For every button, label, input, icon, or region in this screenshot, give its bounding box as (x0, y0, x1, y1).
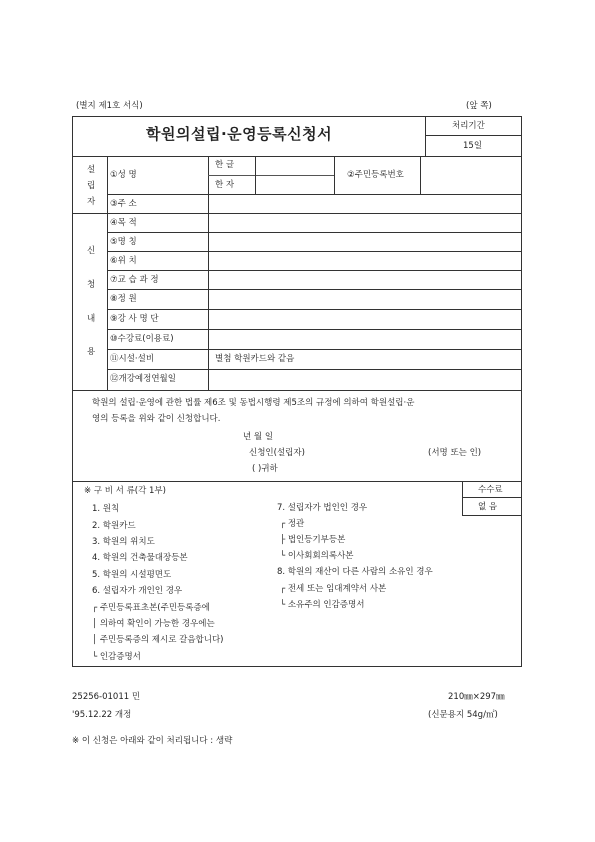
document-subitem: ├ 법인등기부등본 (280, 535, 346, 545)
document-item: 7. 설립자가 법인인 경우 (277, 503, 368, 513)
declaration-line-2: 영의 등록을 위와 같이 신청합니다. (92, 414, 221, 424)
location-label: ⑥위 치 (110, 256, 137, 266)
processing-period-value: 15일 (463, 141, 483, 151)
rrn-field[interactable] (422, 157, 520, 193)
purpose-label: ④목 적 (110, 218, 137, 228)
required-documents-header: ※ 구 비 서 류(각 1부) (84, 486, 166, 496)
addressee-label: ( )귀하 (252, 464, 278, 474)
instructor-list-label: ⑨강 사 명 단 (110, 314, 159, 324)
instructor-list-field[interactable] (210, 311, 520, 328)
application-section-char-2: 청 (87, 280, 96, 290)
founder-section-char-3: 자 (87, 197, 96, 207)
hanja-name-label: 한 자 (215, 180, 235, 190)
academy-name-field[interactable] (210, 234, 520, 250)
founder-address-label: ③주 소 (110, 199, 137, 209)
document-subitem: ┌ 주민등록표초본(주민등록증에 (92, 603, 210, 613)
founder-name-label: ①성 명 (110, 170, 137, 180)
document-subitem: ┌ 정관 (280, 519, 305, 529)
document-item: 3. 학원의 위치도 (92, 537, 155, 547)
application-section-char-3: 내 (87, 314, 96, 324)
processing-note: ※ 이 신청은 아래와 같이 처리됩니다 : 생략 (72, 736, 233, 746)
document-subitem: └ 이사회회의록사본 (280, 551, 354, 561)
document-item: 8. 학원의 재산이 다른 사람의 소유인 경우 (277, 567, 433, 577)
application-section-char-1: 신 (87, 246, 96, 256)
facilities-label: ⑪시설·설비 (110, 354, 155, 364)
applicant-label: 신청인(설립자) (249, 448, 305, 458)
document-item: 1. 원칙 (92, 504, 120, 514)
declaration-line-1: 학원의 설립·운영에 관한 법률 제6조 및 동법시행령 제5조의 규정에 의하여 학원설립·운 (92, 398, 415, 408)
academy-name-label: ⑤명 칭 (110, 237, 137, 247)
hangul-name-label: 한 글 (215, 160, 235, 170)
revision-date: '95.12.22 개정 (72, 710, 132, 720)
opening-date-label: ⑫개강예정연월일 (110, 374, 176, 384)
document-subitem: └ 소유주의 인감증명서 (280, 600, 365, 610)
document-item: 4. 학원의 건축물대장등본 (92, 553, 188, 563)
location-field[interactable] (210, 253, 520, 269)
tuition-field[interactable] (210, 331, 520, 348)
rrn-label: ②주민등록번호 (347, 170, 404, 180)
form-code: 25256-01011 민 (72, 692, 141, 702)
opening-date-field[interactable] (210, 371, 520, 389)
document-subitem: │ 의하여 확인이 가능한 경우에는 (92, 619, 215, 629)
hangul-name-field[interactable] (257, 157, 333, 174)
document-item: 2. 학원카드 (92, 521, 136, 531)
application-date: 년 월 일 (243, 432, 274, 442)
document-subitem: ┌ 전세 또는 임대계약서 사본 (280, 584, 387, 594)
hanja-name-field[interactable] (257, 176, 333, 193)
founder-address-field[interactable] (210, 196, 520, 212)
document-item: 5. 학원의 시설평면도 (92, 570, 172, 580)
founder-section-char-2: 립 (87, 181, 96, 191)
fee-value: 없 음 (478, 502, 498, 512)
document-item: 6. 설립자가 개인인 경우 (92, 586, 183, 596)
application-section-char-4: 용 (87, 347, 96, 357)
document-subitem: │ 주민등록증의 제시로 갈음합니다) (92, 635, 224, 645)
paper-size: 210㎜×297㎜ (448, 692, 505, 702)
founder-section-char-1: 설 (87, 165, 96, 175)
curriculum-label: ⑦교 습 과 정 (110, 275, 159, 285)
curriculum-field[interactable] (210, 272, 520, 288)
facilities-value: 별첨 학원카드와 같음 (215, 354, 295, 364)
page-side-label: (앞 쪽) (466, 101, 492, 111)
capacity-field[interactable] (210, 291, 520, 308)
paper-type: (신문용지 54g/㎡) (428, 710, 498, 720)
signature-label: (서명 또는 인) (428, 448, 482, 458)
form-number: (별지 제1호 서식) (76, 101, 143, 111)
capacity-label: ⑧정 원 (110, 294, 137, 304)
processing-period-label: 처리기간 (452, 121, 485, 131)
tuition-label: ⑩수강료(이용료) (110, 334, 174, 344)
fee-label: 수수료 (478, 485, 503, 495)
form-title: 학원의설립·운영등록신청서 (146, 125, 333, 143)
document-subitem: └ 인감증명서 (92, 652, 141, 662)
purpose-field[interactable] (210, 215, 520, 231)
